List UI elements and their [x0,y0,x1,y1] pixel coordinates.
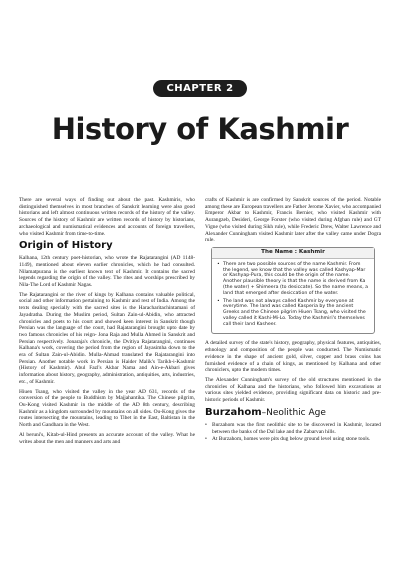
survey-paragraph-1: A detailed survey of the state's history, geography, physical features, antiquities, ethnology and composition of the people was conducted. The Numismatic evidence in the shape of ancient gold, silver, copper and brass coins has furnished evidence of a chain of kings, as mentioned by Kalhana and other chroniclers, upto the modern times. [205,340,381,374]
burzahom-heading-sub: –Neolithic Age [261,407,326,418]
name-box-list [217,262,369,328]
origin-paragraph-4: Al beruni's, Kitab-ul-Hind presents an accurate account of the valley. What he writes about the men and manners and arts and [19,431,195,445]
chapter-badge: CHAPTER 2 [153,80,247,97]
origin-paragraph-1: Kalhana, 12th century poet-historian, who wrote the Rajatarangini (AD 1148-1149), mentioned about eleven earlier chronicles, which he had consulted. Nilamatpurana is the earliest known text of Kashmir. It contains the sacred legends regarding the origin of the valley. The rites and worships prescribed by Nila-The Lord of Kashmir Nagas. [19,255,195,289]
right-column [205,197,381,444]
burzahom-list [205,422,381,443]
survey-paragraph-2: The Alexander Cunningham's survey of the old structures mentioned in the chronicles of Kalhana and the historians, who followed him excavations at various sites yielded evidence, providing significant data on historic and pre-historic periods of Kashmir. [205,377,381,404]
origin-paragraph-3: Hiuen Tsang, who visited the valley in the year AD 631, records of the conversion of the people to Buddhism by Majjahantika. The Chinese pilgrim, Ou-Kong visited Kashmir in the middle of the AD 8th century, describing Kashmir as a kingdom surrounded by mountains on all sides. Ou-Kong gives the routes intersecting the mountains, leading to Tibet in the East, Baltistan in the North and Gandhara in the West. [19,388,195,429]
left-column [19,197,195,448]
origin-heading: Origin of History [19,240,113,252]
crafts-paragraph: crafts of Kashmir is are confirmed by Sanskrit sources of the period. Notable among these are European travellers are Father Jerome Xavier, who accompanied Emperor Akbar to Kashmir, Francis Bernier, who visited Kashmir with Aurangzeb, Desideri, George Forster (who visited during Afghan rule) and GT Vigne (who visited during Sikh rule), while Frederic Drew, Walter Lawrence and Alexander Cunningham visited Kashmir later after the valley came under Dogra rule. [205,197,381,244]
chapter-title: History of Kashmir [51,112,349,146]
name-info-box [211,247,375,335]
burzahom-item: • Burzahom was the first neolithic site to be discovered in Kashmir, located between the banks of the Dal lake and the Zabarvan hills. [205,422,381,435]
name-box-title: The Name : Kashmir [212,248,374,259]
name-box-item: • There are two possible sources of the name Kashmir. From the legend, we know that the valley was called Kashyap-Mar or Kashyap-Pura, this could be the origin of the name. Another plausible theory is that the name is derived from Ka (the water) + Shimeera (to desiccate). So the name means, a land that emerged after desiccation of the water. [217,262,369,297]
name-box-item: • The land was not always called Kashmir by everyone at everytime. The land was called Kasperia by the ancient Greeks and the Chinese pilgrim Hiuen Tsang, who visited the valley called it Kashi-Mi-Lo. Today the Kashmiri's themselves call their land Kasheer. [217,299,369,328]
burzahom-heading [205,407,381,419]
intro-paragraph: There are several ways of finding out about the past. Kashmiris, who distinguished themselves in most branches of Sanskrit learning were also good historians and left almost continuous written records of the history of the valley. Sources of the history of Kashmir are written records of history by historians, archaeological and numismatical evidences and accounts of foreign travellers, who visited Kashmir from time-to-time. [19,197,195,237]
origin-paragraph-2: The Rajatarangini or the river of kings by Kalhana contains valuable political, social and other information pertaining to Kashmir and rest of India. Among the texts dealing specially with the sacred sites is the Haracharitachintamani of Jayadratha. During the Muslim period, Sultan Zain-ul-Abidin, who attracted chronicles and poets to his court and showed keen interest in Sanskrit though Persian was the language of the court, had Rajatarangini brought upto date by two famous chronicles of his reign- Jona Raja and Mulla Ahmed in Sanskrit and Persian respectively. Jonaraja's chronicle, the Dvitiya Rajatarangini, continues Kalhana's work, covering the period from the region of Jayasimha down to the era of Sultan Zain-ul-Abidin. Mulla-Ahmad translated the Rajatarangini into Persian. Another notable work in Persian is Haider Malik's Tarikh-i-Kashmir (History of Kashmir). Abul Fazl's Akbar Nama and Ain-e-Akbari gives information about history, geography, administration, antiquities, arts, industries, etc., of Kashmir. [19,291,195,385]
burzahom-item: • At Burzahom, homes were pits dug below ground level using stone tools. [205,436,381,443]
burzahom-heading-main: Burzahom [205,406,262,418]
